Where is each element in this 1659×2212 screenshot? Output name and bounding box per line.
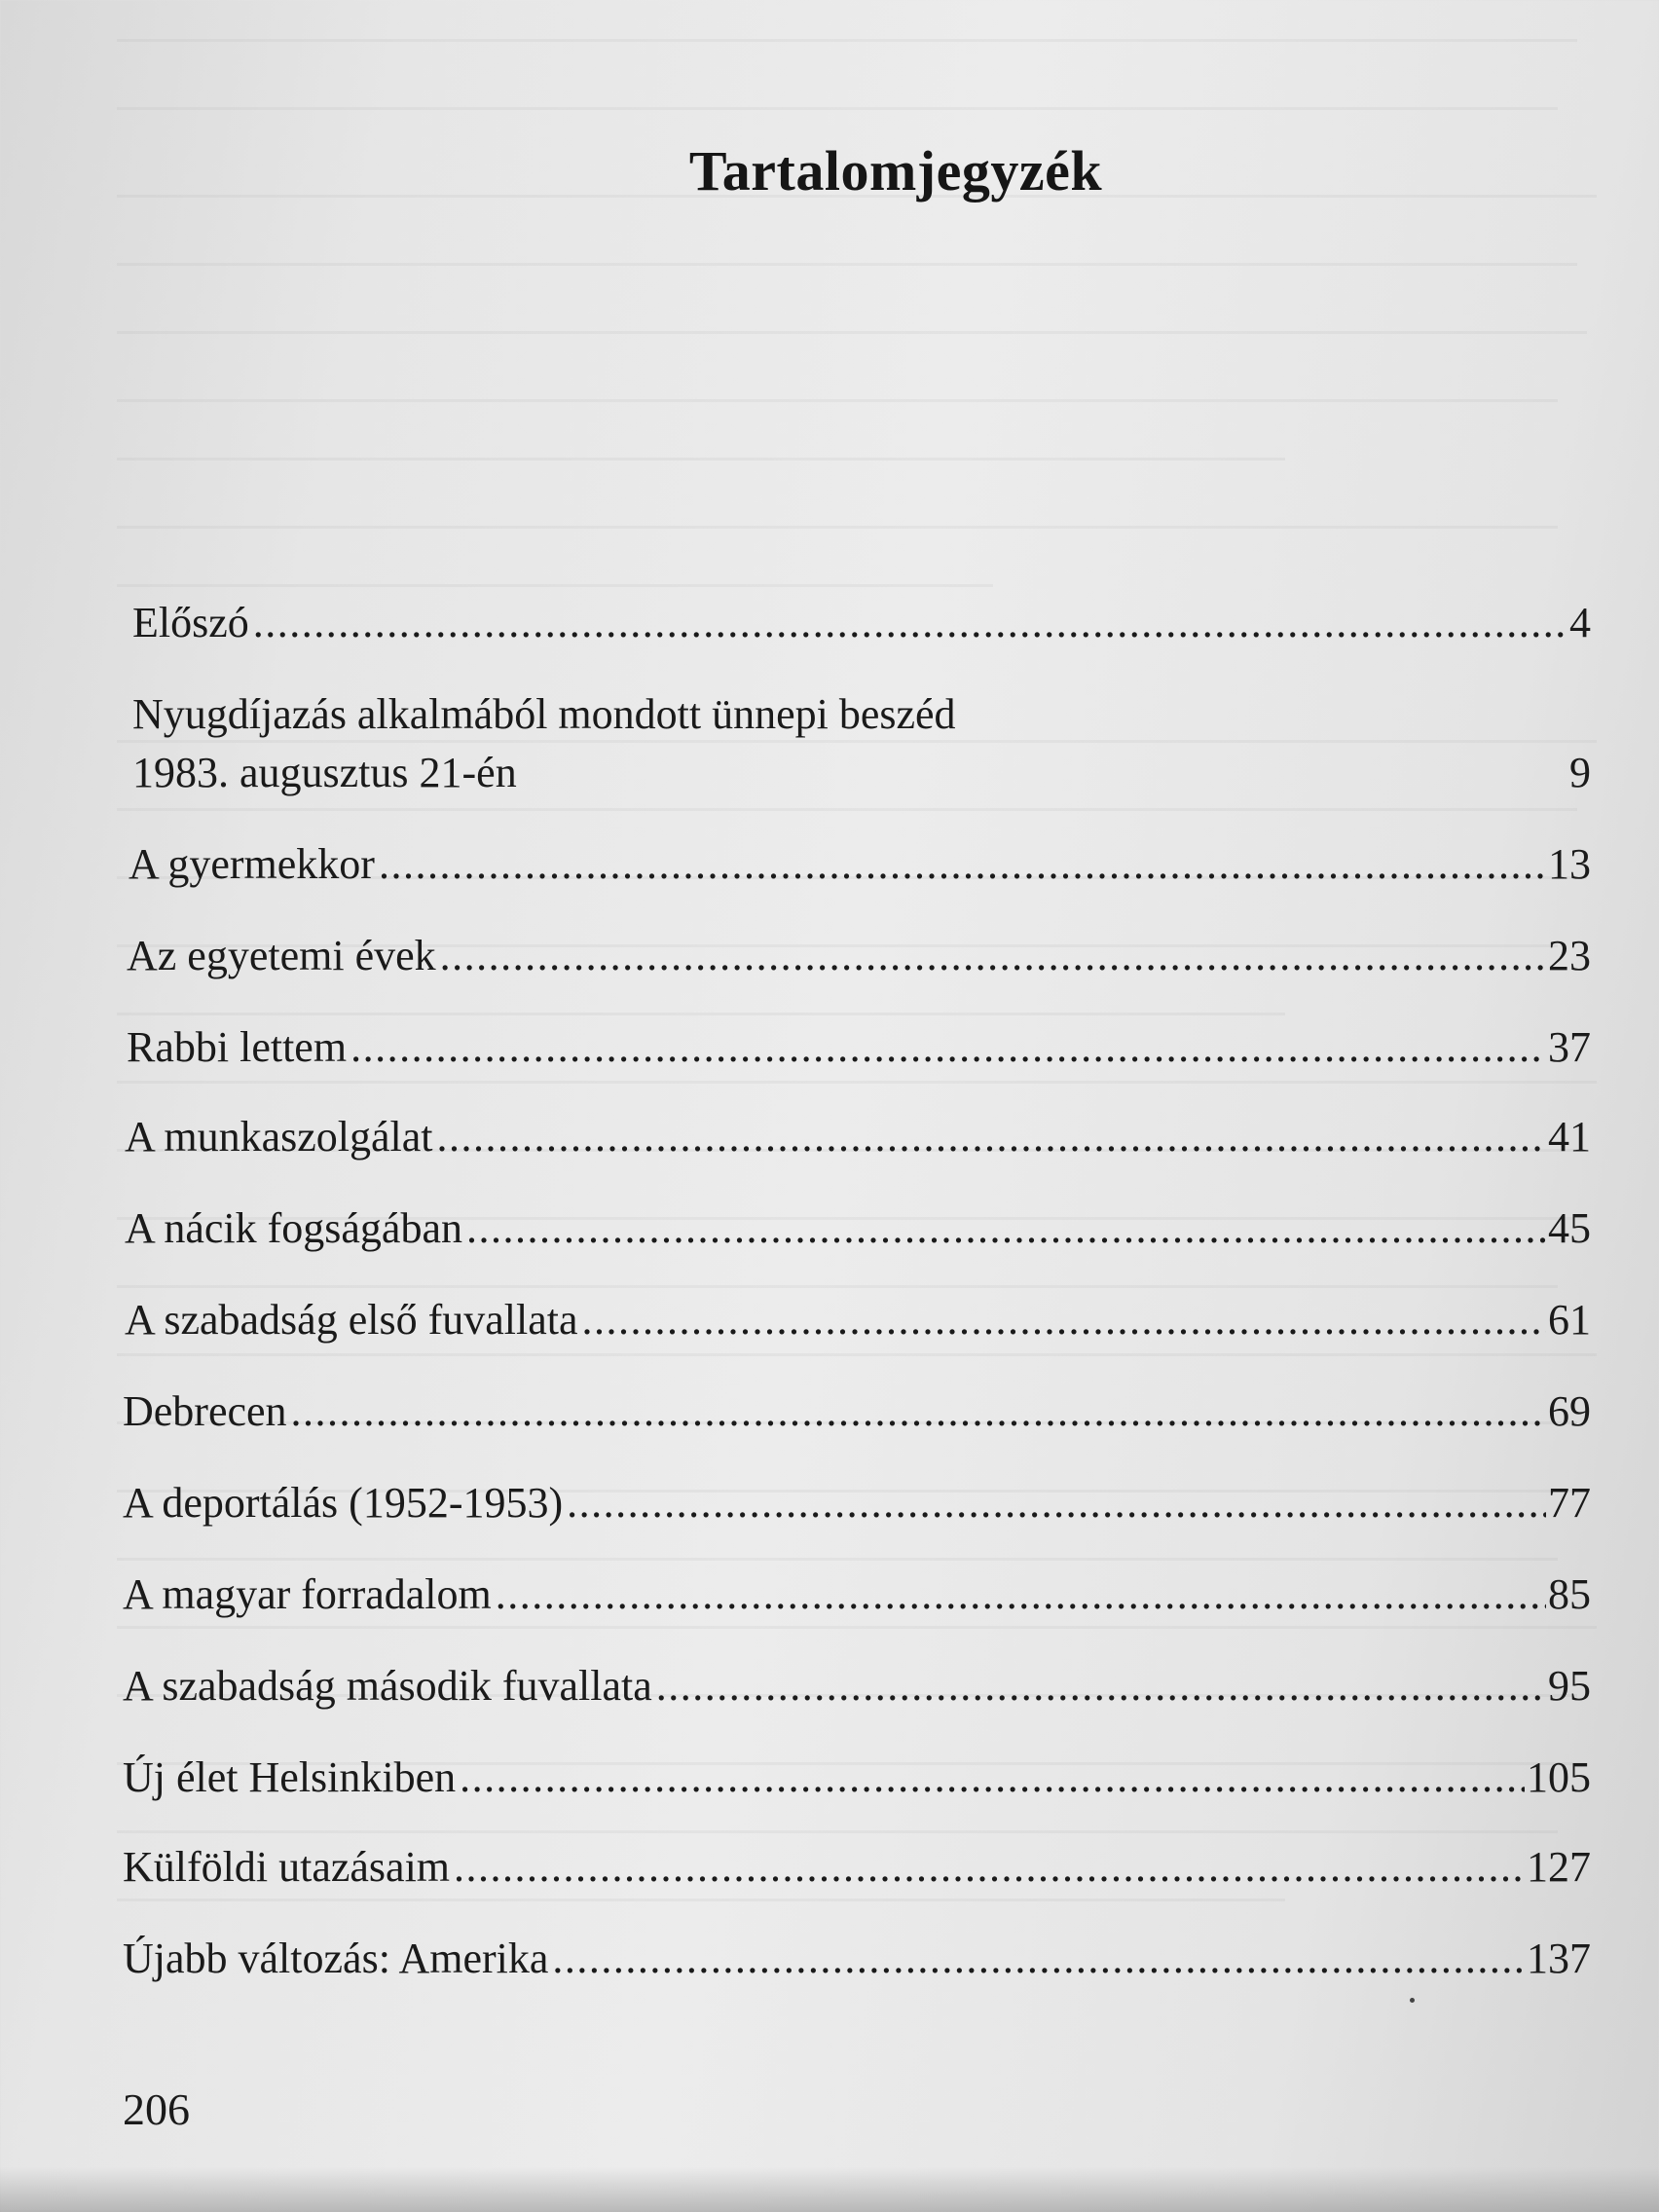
toc-entry-page: 69 xyxy=(1548,1387,1591,1435)
toc-entry-title-line2: 1983. augusztus 21-én xyxy=(132,749,517,796)
toc-entry-page: 23 xyxy=(1548,932,1591,979)
toc-entry-title: Új élet Helsinkiben xyxy=(123,1753,457,1801)
toc-leader-dots xyxy=(460,1752,1525,1803)
toc-entry-title: Előszó xyxy=(132,599,249,646)
toc-entry-title: Debrecen xyxy=(123,1387,287,1435)
page-title: Tartalomjegyzék xyxy=(688,139,1103,203)
toc-leader-dots xyxy=(466,1203,1546,1254)
toc-entry-page: 127 xyxy=(1527,1843,1591,1891)
toc-entry-title: A munkaszolgálat xyxy=(125,1113,433,1161)
toc-entry-page: 45 xyxy=(1548,1204,1591,1252)
toc-leader-dots xyxy=(437,1112,1547,1162)
toc-entry-page: 4 xyxy=(1569,599,1591,646)
toc-entry xyxy=(123,1569,1591,1620)
toc-entry-title: Külföldi utazásaim xyxy=(123,1843,451,1891)
toc-entry xyxy=(123,1661,1591,1712)
toc-entry-page: 105 xyxy=(1527,1753,1591,1801)
toc-entry-title: A gyermekkor xyxy=(129,840,375,888)
toc-entry-title-line1: Nyugdíjazás alkalmából mondott ünnepi beszéd xyxy=(132,690,956,738)
toc-entry-title: A magyar forradalom xyxy=(123,1570,492,1618)
toc-entry xyxy=(123,1386,1591,1437)
toc-entry xyxy=(125,1203,1591,1254)
toc-entry-page: 37 xyxy=(1548,1023,1591,1071)
toc-entry-title: Rabbi lettem xyxy=(127,1023,348,1071)
toc-entry-page: 95 xyxy=(1548,1662,1591,1710)
toc-entry-page: 41 xyxy=(1548,1113,1591,1161)
toc-entry xyxy=(123,1934,1591,1984)
toc-entry xyxy=(127,1022,1591,1073)
toc-entry xyxy=(125,1112,1591,1162)
toc-entry xyxy=(125,1295,1591,1346)
toc-leader-dots xyxy=(582,1295,1546,1346)
toc-leader-dots xyxy=(552,1934,1525,1984)
toc-entry xyxy=(123,1752,1591,1803)
toc-entry-page: 77 xyxy=(1548,1479,1591,1527)
print-speck xyxy=(1410,1998,1415,2003)
toc-leader-dots xyxy=(440,931,1546,981)
toc-entry xyxy=(123,1478,1591,1529)
toc-entry-title: A szabadság második fuvallata xyxy=(123,1662,652,1710)
toc-leader-dots xyxy=(656,1661,1546,1712)
toc-leader-dots xyxy=(291,1386,1546,1437)
toc-entry xyxy=(132,598,1591,648)
toc-entry-page: 13 xyxy=(1548,840,1591,888)
page-edge-shadow xyxy=(0,2167,1659,2212)
toc-entry-title: A szabadság első fuvallata xyxy=(125,1296,578,1344)
toc-entry-page: 61 xyxy=(1548,1296,1591,1344)
toc-entry-page: 137 xyxy=(1527,1935,1591,1982)
toc-entry xyxy=(132,685,1591,802)
toc-leader-dots xyxy=(350,1022,1546,1073)
toc-entry xyxy=(127,931,1591,981)
toc-entry-title: Újabb változás: Amerika xyxy=(123,1935,549,1982)
toc-leader-dots xyxy=(567,1478,1546,1529)
toc-entry-page: 85 xyxy=(1548,1570,1591,1618)
toc-entry-title: A nácik fogságában xyxy=(125,1204,462,1252)
toc-entry-page: 9 xyxy=(1569,749,1591,796)
toc-leader-dots xyxy=(379,839,1546,890)
toc-entry-title: Az egyetemi évek xyxy=(127,932,436,979)
page-number: 206 xyxy=(123,2084,190,2134)
toc-leader-dots xyxy=(496,1569,1546,1620)
toc-entry xyxy=(123,1842,1591,1893)
toc-leader-dots xyxy=(454,1842,1525,1893)
toc-entry-title: A deportálás (1952-1953) xyxy=(123,1479,564,1527)
toc-leader-dots xyxy=(253,598,1567,648)
toc-entry xyxy=(129,839,1591,890)
